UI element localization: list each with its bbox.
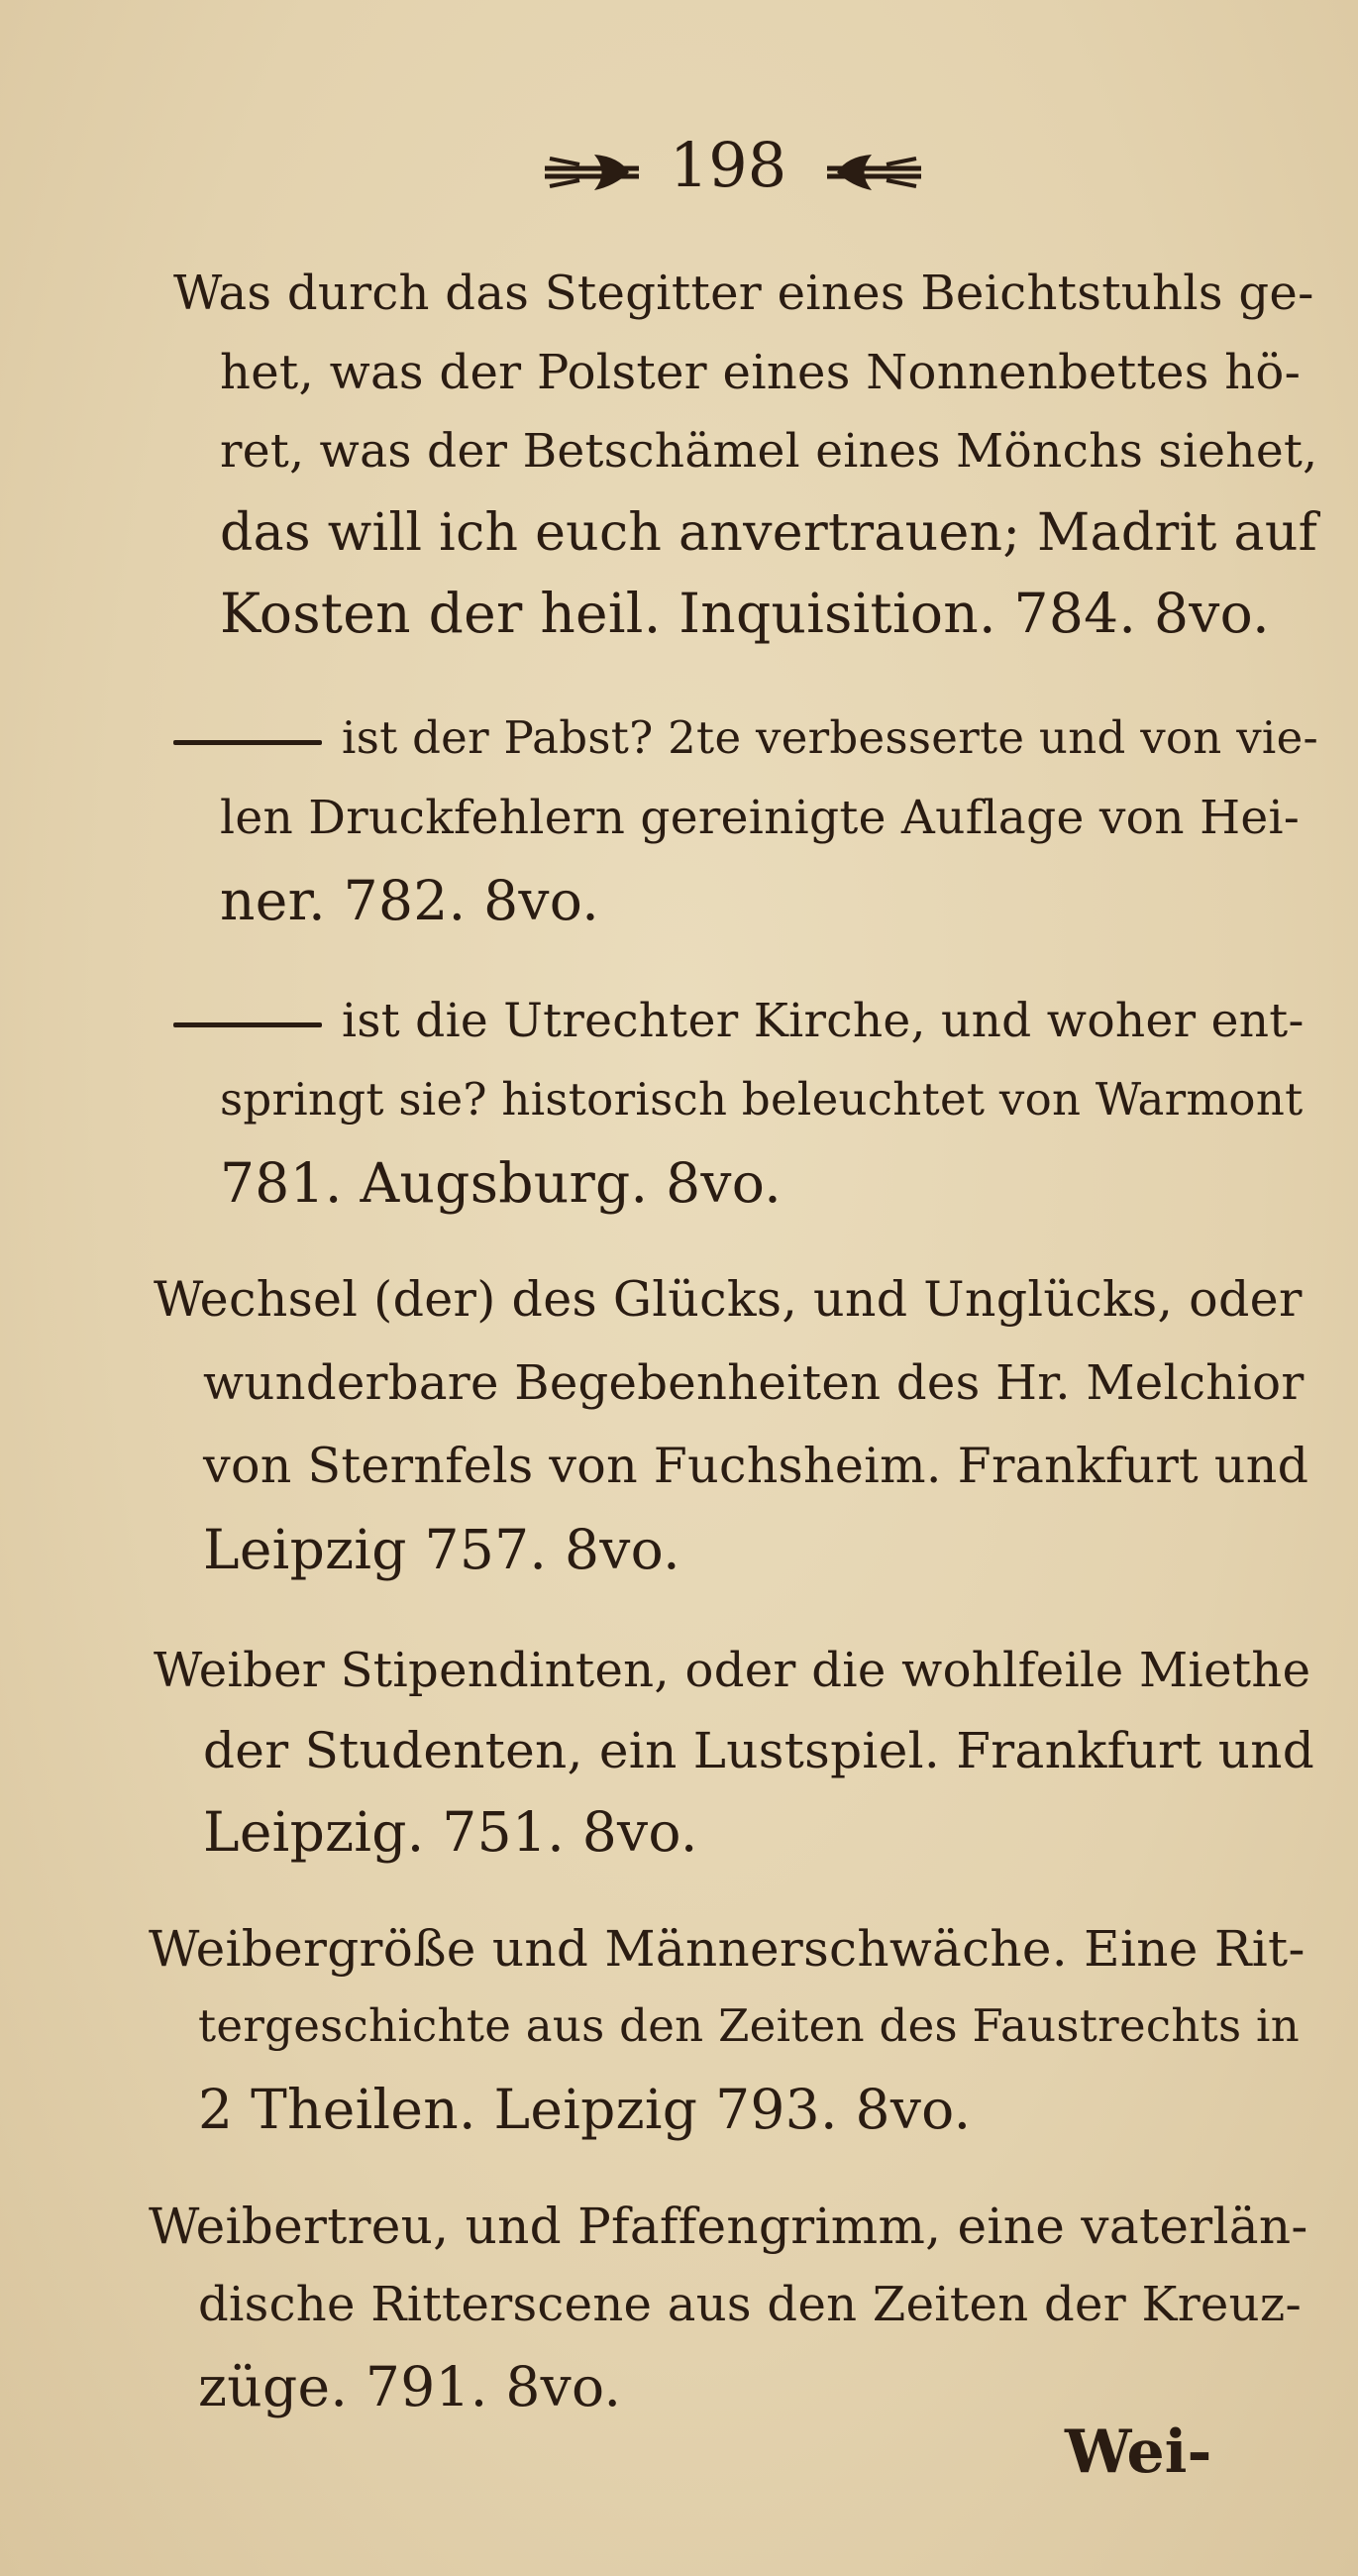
- entry-line: Was durch das Stegitter eines Beichtstuhls ge-: [173, 266, 1314, 321]
- entry-line: Weibergröße und Männerschwäche. Eine Rit-: [149, 1920, 1306, 1978]
- entry-line: 781. Augsburg. 8vo.: [220, 1151, 783, 1215]
- ornament-left-icon: [540, 147, 649, 196]
- entry-line: Kosten der heil. Inquisition. 784. 8vo.: [220, 582, 1270, 645]
- entry-line: wunderbare Begebenheiten des Hr. Melchior: [203, 1355, 1305, 1411]
- entry-line: Weiber Stipendinten, oder die wohlfeile Miethe: [154, 1643, 1311, 1698]
- entry-line: Weibertreu, und Pfaffengrimm, eine vaterlän-: [149, 2198, 1308, 2255]
- entry-line: von Sternfels von Fuchsheim. Frankfurt und: [203, 1438, 1309, 1494]
- entry-line: 2 Theilen. Leipzig 793. 8vo.: [198, 2078, 972, 2141]
- entry-line: tergeschichte aus den Zeiten des Faustrechts in: [198, 1999, 1301, 2052]
- entry-line: Leipzig. 751. 8vo.: [203, 1800, 698, 1864]
- entry-line: Wechsel (der) des Glücks, und Unglücks, oder: [154, 1271, 1303, 1328]
- catchword: Wei-: [1065, 2417, 1212, 2487]
- ditto-dash: [173, 1022, 322, 1027]
- entry-line: het, was der Polster eines Nonnenbettes hö-: [220, 345, 1302, 400]
- entry-line: dische Ritterscene aus den Zeiten der Kreuz-: [198, 2277, 1302, 2332]
- page-header: [0, 129, 1358, 218]
- entry-line: das will ich euch anvertrauen; Madrit auf: [220, 503, 1318, 563]
- ditto-dash: [173, 740, 322, 745]
- entry-line: Leipzig 757. 8vo.: [203, 1518, 680, 1581]
- page-number: 198: [669, 129, 787, 201]
- entry-line: ist der Pabst? 2te verbesserte und von vie-: [342, 711, 1319, 764]
- entry-line: ist die Utrechter Kirche, und woher ent-: [342, 994, 1305, 1048]
- entry-line: der Studenten, ein Lustspiel. Frankfurt und: [203, 1722, 1315, 1779]
- ornament-right-icon: [817, 147, 926, 196]
- entry-line: ner. 782. 8vo.: [220, 869, 600, 932]
- entry-line: len Druckfehlern gereinigte Auflage von Hei-: [220, 791, 1300, 845]
- entry-line: züge. 791. 8vo.: [198, 2355, 622, 2418]
- entry-line: springt sie? historisch beleuchtet von Warmont: [220, 1073, 1304, 1126]
- entry-line: ret, was der Betschämel eines Mönchs siehet,: [220, 424, 1318, 479]
